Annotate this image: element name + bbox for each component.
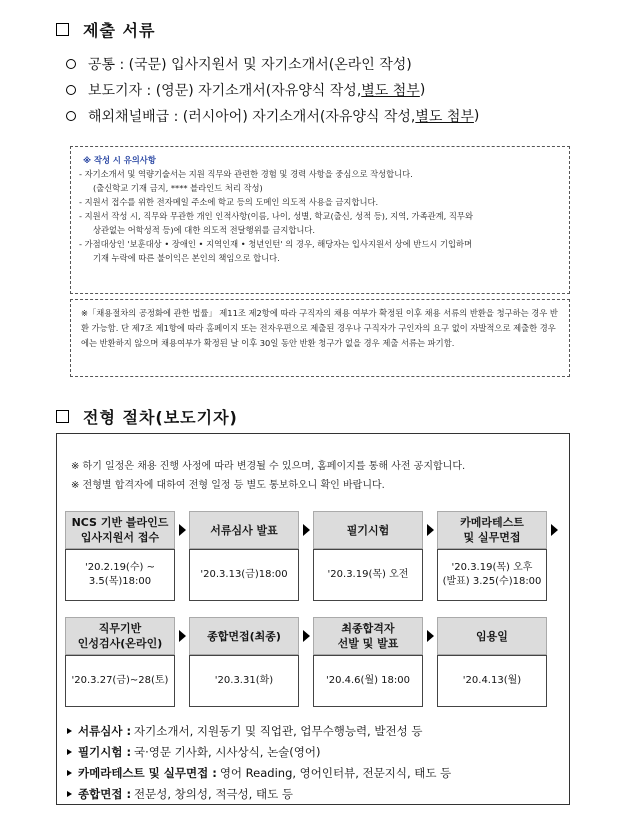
triangle-bullet-icon: [67, 728, 72, 734]
arrow-right-icon: [179, 630, 186, 642]
step-date: '20.4.13(월): [437, 655, 547, 707]
caution-line: (출신학교 기재 금지, **** 블라인드 처리 작성): [93, 183, 263, 193]
caution-line: 상관없는 어학성적 등)에 대한 의도적 전달행위를 금지합니다.: [93, 225, 316, 235]
submission-item-reporter: 보도기자 : (영문) 자기소개서(자유양식 작성, 별도 첨부 ): [66, 77, 479, 103]
step-title: 임용일: [437, 617, 547, 655]
step-date: '20.4.6(월) 18:00: [313, 655, 423, 707]
criteria-item: 필기시험 : 국·영문 기사화, 시사상식, 논술(영어): [67, 741, 451, 762]
square-bullet-icon: [56, 410, 69, 423]
process-heading: 전형 절차(보도기자): [56, 405, 238, 428]
step-title: 서류심사 발표: [189, 511, 299, 549]
step-date: '20.3.13(금)18:00: [189, 549, 299, 601]
arrow-right-icon: [551, 524, 558, 536]
criteria-list: [67, 720, 451, 804]
step-title: 카메라테스트 및 실무면접: [437, 511, 547, 549]
process-box: [56, 433, 570, 805]
submission-item-common: 공통 : (국문) 입사지원서 및 자기소개서(온라인 작성): [66, 51, 479, 77]
criteria-item: 서류심사 : 자기소개서, 지원동기 및 직업관, 업무수행능력, 발전성 등: [67, 720, 451, 741]
circle-bullet-icon: [66, 59, 76, 69]
arrow-right-icon: [427, 630, 434, 642]
process-note: ※ 하기 일정은 채용 진행 사정에 따라 변경될 수 있으며, 홈페이지를 통해 사전 공지합니다.: [71, 461, 466, 472]
square-bullet-icon: [56, 23, 69, 36]
step-date: '20.2.19(수) ~ 3.5(목)18:00: [65, 549, 175, 601]
step-title: 최종합격자 선발 및 발표: [313, 617, 423, 655]
cautions-title: ※ 작성 시 유의사항: [83, 155, 156, 165]
step-title: 종합면접(최종): [189, 617, 299, 655]
step-date: '20.3.19(목) 오후 (발표) 3.25(수)18:00: [437, 549, 547, 601]
triangle-bullet-icon: [67, 770, 72, 776]
circle-bullet-icon: [66, 85, 76, 95]
triangle-bullet-icon: [67, 749, 72, 755]
submission-list: [66, 51, 479, 129]
triangle-bullet-icon: [67, 791, 72, 797]
caution-line: - 자기소개서 및 역량기술서는 지원 직무와 관련한 경험 및 경력 사항을 중심으로 작성합니다.: [79, 169, 413, 179]
criteria-item: 카메라테스트 및 실무면접 : 영어 Reading, 영어인터뷰, 전문지식, 태도 등: [67, 762, 451, 783]
step-title: 필기시험: [313, 511, 423, 549]
step-title: 직무기반 인성검사(온라인): [65, 617, 175, 655]
caution-line: - 지원서 작성 시, 직무와 무관한 개인 인적사항(이름, 나이, 성별, 학교(출신, 성적 등), 지역, 가족관계, 직무와: [79, 211, 473, 221]
document-return-notice: ※「채용절차의 공정화에 관한 법률」 제11조 제2항에 따라 구직자의 채용 여부가 확정된 이후 채용 서류의 반환을 청구하는 경우 반환 가능함. 단 제7조 제1항에 따라 홈페이지 또는 전자우편으로 제출된 경우나 구직자가 구인자의 요구 없이 자발적으로 제출한 경우에는 반환하지 않으며 채용여부가 확정된 날 이후 30일 동안 반환 청구가 없을 경우 제출 서류는 파기함.: [70, 299, 570, 377]
arrow-right-icon: [179, 524, 186, 536]
caution-line: 기재 누락에 따른 불이익은 본인의 책임으로 합니다.: [93, 253, 280, 263]
writing-cautions-box: [70, 146, 570, 294]
step-title: NCS 기반 블라인드 입사지원서 접수: [65, 511, 175, 549]
caution-line: - 지원서 접수를 위한 전자메일 주소에 학교 등의 도메인 의도적 사용을 금지합니다.: [79, 197, 379, 207]
step-date: '20.3.31(화): [189, 655, 299, 707]
submission-item-overseas: 해외채널배급 : (러시아어) 자기소개서(자유양식 작성, 별도 첨부 ): [66, 103, 479, 129]
process-note: ※ 전형별 합격자에 대하여 전형 일정 등 별도 통보하오니 확인 바랍니다.: [71, 480, 385, 491]
caution-line: - 가점대상인 '보훈대상 • 장애인 • 지역인재 • 청년인턴' 의 경우, 해당자는 입사지원서 상에 반드시 기입하며: [79, 239, 473, 249]
step-date: '20.3.19(목) 오전: [313, 549, 423, 601]
criteria-item: 종합면접 : 전문성, 창의성, 적극성, 태도 등: [67, 783, 451, 804]
arrow-right-icon: [303, 630, 310, 642]
arrow-right-icon: [427, 524, 434, 536]
arrow-right-icon: [303, 524, 310, 536]
submission-heading: 제출 서류: [56, 18, 155, 41]
step-date: '20.3.27(금)~28(토): [65, 655, 175, 707]
circle-bullet-icon: [66, 111, 76, 121]
